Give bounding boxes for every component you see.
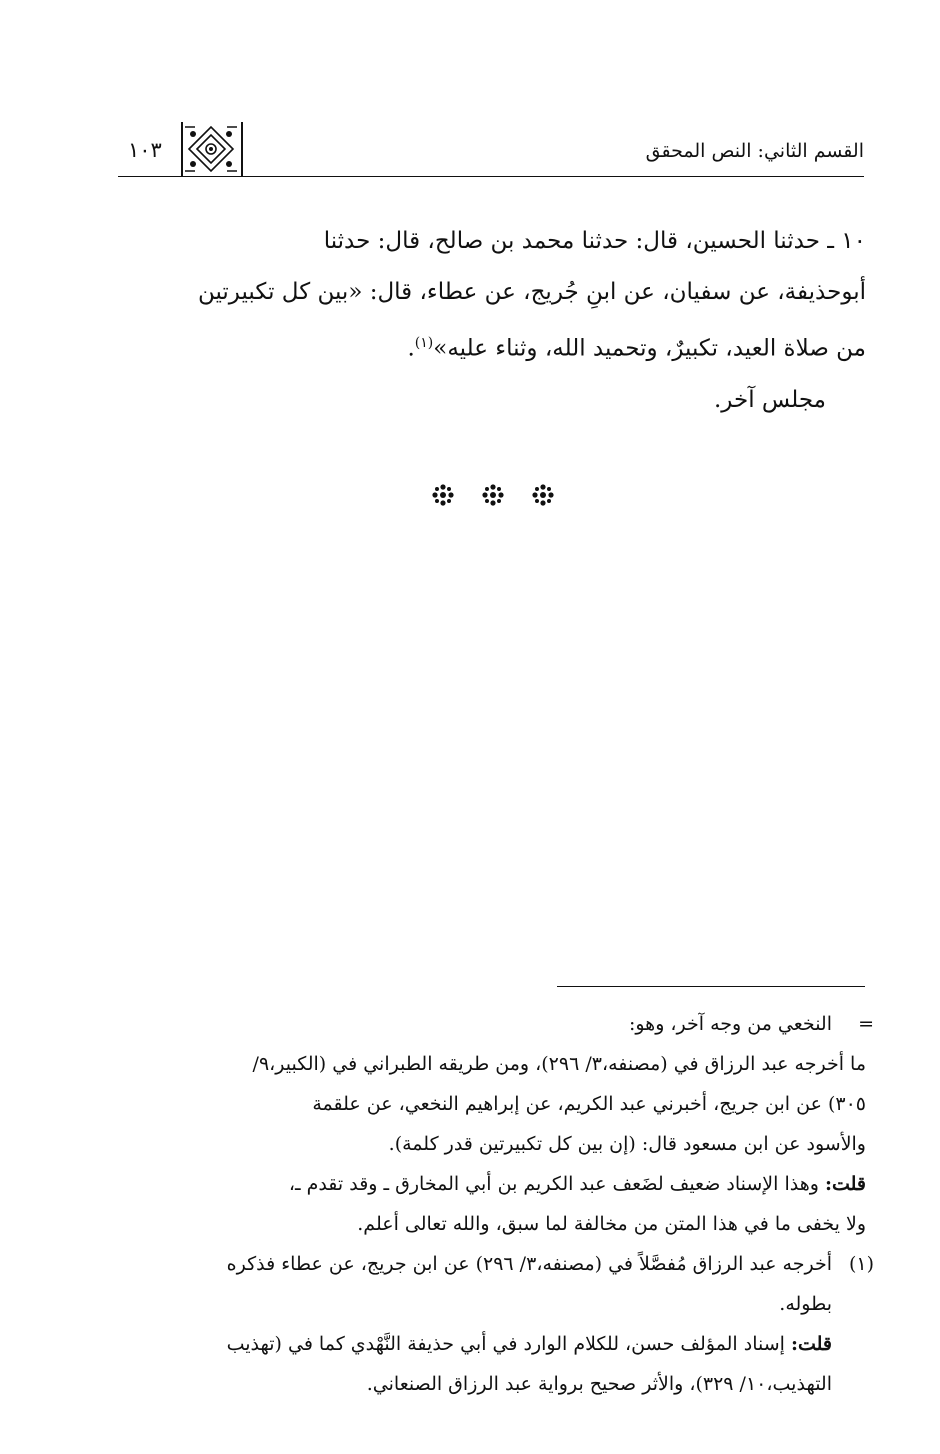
footnote-line: التهذيب،١٠/ ٣٢٩)، والأثر صحيح برواية عبد الرزاق الصنعاني. — [366, 1373, 832, 1395]
hadith-line: من صلاة العيد، تكبيرٌ، وتحميد الله، وثناء عليه»$^{(١)}$. — [407, 335, 866, 362]
session-note: مجلس آخر. — [713, 386, 826, 413]
page-number: ١٠٣ — [128, 138, 162, 162]
hadith-line: ١٠ ـ حدثنا الحسين، قال: حدثنا محمد بن صالح، قال: حدثنا — [323, 228, 866, 254]
hadith-paragraph — [110, 216, 866, 426]
header-ornament-icon — [183, 122, 239, 176]
continuation-marker: = — [858, 1013, 874, 1035]
footnote-line: ما أخرجه عبد الرزاق في (مصنفه،٣/ ٢٩٦)، ومن طريقه الطبراني في (الكبير،٩/ — [252, 1053, 866, 1075]
footnote-line: والأسود عن ابن مسعود قال: (إن بين كل تكبيرتين قدر كلمة). — [388, 1133, 866, 1155]
footnote-line: قلت: إسناد المؤلف حسن، للكلام الوارد في أبي حذيفة النَّهْدي كما في (تهذيب — [226, 1333, 832, 1355]
footnote-reference: (١) — [414, 335, 434, 351]
footnote-line: ٣٠٥) عن ابن جريج، أخبرني عبد الكريم، عن إبراهيم النخعي، عن علقمة — [312, 1093, 866, 1115]
footnote-line: بطوله. — [779, 1293, 832, 1315]
footnote-continuation — [110, 1004, 874, 1244]
qultu-label: قلت: — [824, 1173, 866, 1195]
footnote-1 — [110, 1244, 874, 1404]
header-rule — [118, 176, 864, 177]
running-title: القسم الثاني: النص المحقق — [645, 140, 864, 162]
hadith-line: أبوحذيفة، عن سفيان، عن ابنِ جُريج، عن عطاء، قال: «بين كل تكبيرتين — [197, 279, 866, 305]
footnote-line: أخرجه عبد الرزاق مُفصَّلاً في (مصنفه،٣/ ٢٩٦) عن ابن جريج، عن عطاء فذكره — [226, 1253, 832, 1275]
footnote-number: (١) — [848, 1253, 874, 1275]
footnote-rule — [557, 986, 865, 987]
footnote-line: النخعي من وجه آخر، وهو: — [628, 1013, 832, 1035]
section-separator-icon — [428, 480, 558, 510]
header-divider-right — [241, 122, 243, 176]
footnote-line: قلت: وهذا الإسناد ضعيف لضَعف عبد الكريم بن أبي المخارق ـ وقد تقدم ـ، — [288, 1173, 866, 1195]
qultu-label: قلت: — [790, 1333, 832, 1355]
footnote-line: ولا يخفى ما في هذا المتن من مخالفة لما سبق، والله تعالى أعلم. — [357, 1213, 866, 1235]
